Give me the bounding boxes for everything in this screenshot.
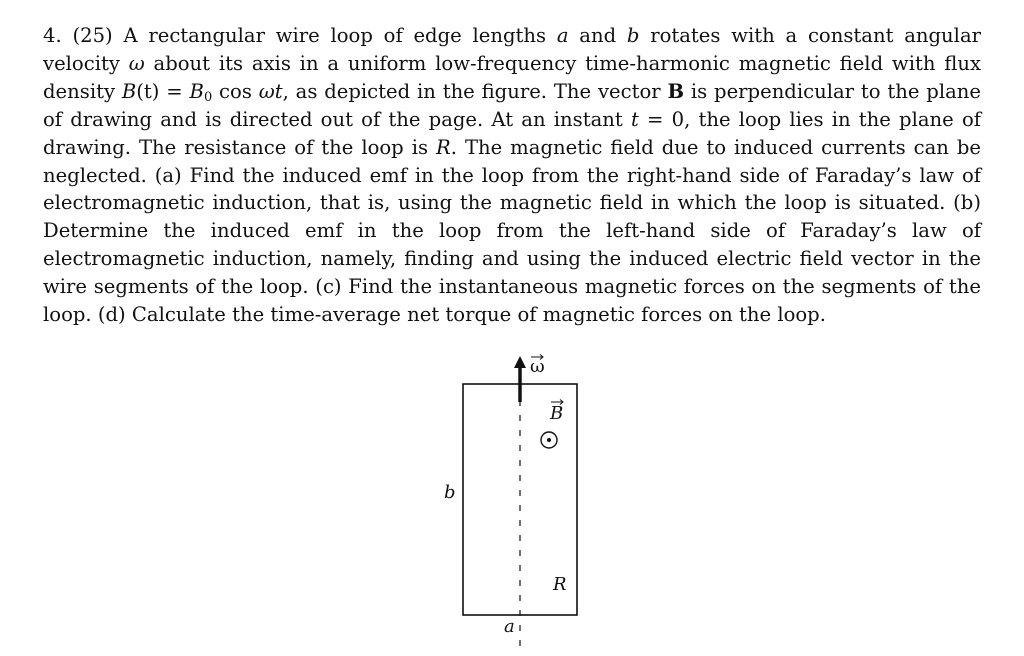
problem-text-and: and [568, 24, 627, 47]
var-t-paren: (t) [136, 79, 160, 103]
var-B-of-t: B [121, 79, 137, 103]
var-B0: B [189, 79, 204, 103]
problem-points: (25) [72, 24, 113, 47]
problem-text-5: is perpendicular to the plane of drawing and is directed out of the page. At an instant [43, 79, 981, 131]
var-b: b [626, 24, 640, 47]
vector-B: B [667, 79, 685, 103]
problem-text-7: . The magnetic field due to induced currents can be neglected. (a) Find the induced emf in the loop from the right-hand side of Faraday’s law of electromagnetic induction, that is, using the magnetic field in which the loop is situated. (b) Determine the induced emf in the loop from the left-hand side of Faraday’s law of electromagnetic induction, namely, finding and using the induced electric field vector in the wire segments of the loop. (c) Find the instantaneous magnetic forces on the segments of the loop. (d) Calculate the time-average net torque of magnetic forces on the loop. [43, 135, 981, 327]
var-omega: ω [128, 51, 145, 75]
var-a: a [556, 24, 569, 47]
cos-function: cos [212, 79, 259, 103]
problem-text-3: about its axis in a uniform low-frequency time-harmonic magnetic field with flux density [43, 51, 981, 103]
var-omega-t: ωt [258, 79, 283, 103]
problem-number: 4. [43, 24, 62, 47]
subscript-zero: 0 [203, 89, 213, 105]
problem-text-4: , as depicted in the figure. The vector [282, 79, 668, 103]
problem-text-6: = 0, the loop lies in the plane of drawing. The resistance of the loop is [43, 107, 981, 159]
var-t: t [630, 107, 639, 131]
B-label: B [550, 403, 564, 424]
up-arrow-icon [514, 356, 526, 368]
var-R: R [435, 135, 451, 159]
b-edge-label: b [444, 482, 456, 503]
out-of-page-dot-icon [541, 432, 557, 448]
equals-sign: = [159, 79, 190, 103]
R-resistance-label: R [553, 574, 567, 595]
problem-text-1: A rectangular wire loop of edge lengths [112, 24, 557, 47]
problem-text-2: rotates with a constant angular velocity [43, 24, 981, 75]
a-edge-label: a [504, 616, 515, 637]
omega-label: ω [530, 356, 545, 377]
